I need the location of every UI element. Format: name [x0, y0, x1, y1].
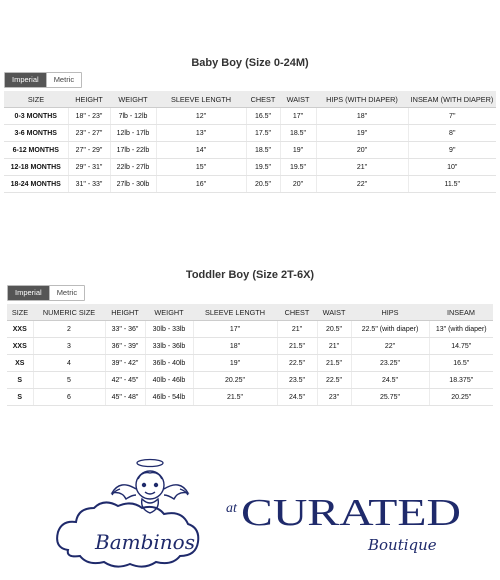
- table-cell: 33" - 36": [105, 321, 145, 338]
- table-cell: 25.75": [351, 389, 429, 406]
- baby-column-header: HIPS (WITH DIAPER): [316, 91, 408, 108]
- toddler-section-title: Toddler Boy (Size 2T-6X): [185, 269, 315, 281]
- table-cell: 22": [351, 338, 429, 355]
- table-cell: 19": [280, 142, 316, 159]
- size-cell: S: [7, 372, 33, 389]
- table-cell: 15": [156, 159, 246, 176]
- toddler-imperial-tab[interactable]: Imperial: [8, 286, 49, 300]
- table-row: [4, 125, 496, 142]
- logo-at-text: at: [226, 501, 237, 516]
- table-cell: 18": [193, 338, 277, 355]
- logo-curated-text: CURATED: [241, 492, 461, 534]
- table-cell: 18" - 23": [68, 108, 110, 125]
- table-cell: 18.5": [246, 142, 280, 159]
- table-cell: 16": [156, 176, 246, 193]
- table-row: [7, 355, 493, 372]
- table-cell: 22.5": [317, 372, 351, 389]
- brand-logo-graphic: [50, 455, 470, 575]
- toddler-column-header: SIZE: [7, 304, 33, 321]
- table-cell: 11.5": [408, 176, 496, 193]
- table-cell: 22.5": [277, 355, 317, 372]
- toddler-unit-toggle: [7, 285, 85, 301]
- table-cell: 36lb - 40lb: [145, 355, 193, 372]
- table-cell: 7lb - 12lb: [110, 108, 156, 125]
- toddler-column-header: HEIGHT: [105, 304, 145, 321]
- table-cell: 17": [280, 108, 316, 125]
- table-cell: 21.5": [193, 389, 277, 406]
- table-row: [7, 389, 493, 406]
- table-cell: 22lb - 27lb: [110, 159, 156, 176]
- table-cell: 20": [280, 176, 316, 193]
- table-row: [4, 108, 496, 125]
- size-cell: XXS: [7, 321, 33, 338]
- table-cell: 21": [317, 338, 351, 355]
- table-cell: 16.5": [429, 355, 493, 372]
- toddler-size-table: [7, 304, 493, 406]
- table-cell: 21": [277, 321, 317, 338]
- logo-boutique-text: Boutique: [368, 536, 437, 554]
- table-cell: 14": [156, 142, 246, 159]
- table-cell: 42" - 45": [105, 372, 145, 389]
- size-cell: S: [7, 389, 33, 406]
- table-cell: 3: [33, 338, 105, 355]
- baby-size-table: [4, 91, 496, 193]
- table-row: [4, 159, 496, 176]
- table-cell: 33lb - 36lb: [145, 338, 193, 355]
- table-cell: 46lb - 54lb: [145, 389, 193, 406]
- table-cell: 23": [317, 389, 351, 406]
- table-cell: 4: [33, 355, 105, 372]
- table-cell: 18": [316, 108, 408, 125]
- size-cell: XXS: [7, 338, 33, 355]
- table-cell: 19": [193, 355, 277, 372]
- baby-column-header: WEIGHT: [110, 91, 156, 108]
- table-cell: 16.5": [246, 108, 280, 125]
- table-row: [7, 372, 493, 389]
- table-cell: 17lb - 22lb: [110, 142, 156, 159]
- brand-name-text: Bambinos: [95, 530, 195, 554]
- table-row: [4, 142, 496, 159]
- baby-column-header: HEIGHT: [68, 91, 110, 108]
- table-cell: 19.5": [246, 159, 280, 176]
- size-cell: 3-6 MONTHS: [4, 125, 68, 142]
- toddler-column-header: SLEEVE LENGTH: [193, 304, 277, 321]
- table-cell: 23" - 27": [68, 125, 110, 142]
- toddler-metric-tab[interactable]: Metric: [49, 286, 84, 300]
- size-cell: 18-24 MONTHS: [4, 176, 68, 193]
- toddler-column-header: NUMERIC SIZE: [33, 304, 105, 321]
- table-cell: 39" - 42": [105, 355, 145, 372]
- table-cell: 30lb - 33lb: [145, 321, 193, 338]
- size-cell: 12-18 MONTHS: [4, 159, 68, 176]
- table-cell: 22": [316, 176, 408, 193]
- toddler-column-header: CHEST: [277, 304, 317, 321]
- table-cell: 8": [408, 125, 496, 142]
- toddler-column-header: WEIGHT: [145, 304, 193, 321]
- table-cell: 21.5": [317, 355, 351, 372]
- table-row: [4, 176, 496, 193]
- table-cell: 21": [316, 159, 408, 176]
- table-cell: 19.5": [280, 159, 316, 176]
- table-cell: 27" - 29": [68, 142, 110, 159]
- halo-icon: [137, 460, 163, 467]
- table-cell: 17": [193, 321, 277, 338]
- baby-section-title: Baby Boy (Size 0-24M): [191, 57, 309, 69]
- baby-column-header: WAIST: [280, 91, 316, 108]
- table-cell: 31" - 33": [68, 176, 110, 193]
- table-cell: 5: [33, 372, 105, 389]
- table-cell: 7": [408, 108, 496, 125]
- table-cell: 14.75": [429, 338, 493, 355]
- table-cell: 13" (with diaper): [429, 321, 493, 338]
- table-cell: 17.5": [246, 125, 280, 142]
- table-cell: 45" - 48": [105, 389, 145, 406]
- toddler-column-header: WAIST: [317, 304, 351, 321]
- table-cell: 20.5": [246, 176, 280, 193]
- table-cell: 19": [316, 125, 408, 142]
- baby-column-header: SLEEVE LENGTH: [156, 91, 246, 108]
- baby-column-header: SIZE: [4, 91, 68, 108]
- table-cell: 29" - 31": [68, 159, 110, 176]
- table-cell: 21.5": [277, 338, 317, 355]
- table-cell: 24.5": [351, 372, 429, 389]
- table-cell: 24.5": [277, 389, 317, 406]
- table-cell: 2: [33, 321, 105, 338]
- table-cell: 20.25": [193, 372, 277, 389]
- toddler-column-header: HIPS: [351, 304, 429, 321]
- toddler-column-header: INSEAM: [429, 304, 493, 321]
- table-cell: 23.5": [277, 372, 317, 389]
- table-cell: 20.25": [429, 389, 493, 406]
- table-cell: 23.25": [351, 355, 429, 372]
- table-cell: 20": [316, 142, 408, 159]
- table-cell: 9": [408, 142, 496, 159]
- table-cell: 36" - 39": [105, 338, 145, 355]
- table-cell: 10": [408, 159, 496, 176]
- table-cell: 40lb - 46lb: [145, 372, 193, 389]
- baby-column-header: INSEAM (WITH DIAPER): [408, 91, 496, 108]
- table-cell: 12lb - 17lb: [110, 125, 156, 142]
- table-row: [7, 338, 493, 355]
- size-cell: 0-3 MONTHS: [4, 108, 68, 125]
- table-cell: 18.5": [280, 125, 316, 142]
- table-cell: 13": [156, 125, 246, 142]
- size-cell: 6-12 MONTHS: [4, 142, 68, 159]
- baby-imperial-tab[interactable]: Imperial: [5, 73, 46, 87]
- table-cell: 22.5" (with diaper): [351, 321, 429, 338]
- table-row: [7, 321, 493, 338]
- baby-column-header: CHEST: [246, 91, 280, 108]
- baby-unit-toggle: [4, 72, 82, 88]
- table-cell: 6: [33, 389, 105, 406]
- table-cell: 20.5": [317, 321, 351, 338]
- table-cell: 12": [156, 108, 246, 125]
- table-cell: 18.375": [429, 372, 493, 389]
- baby-metric-tab[interactable]: Metric: [46, 73, 81, 87]
- brand-logo: [50, 455, 470, 575]
- table-cell: 27lb - 30lb: [110, 176, 156, 193]
- size-cell: XS: [7, 355, 33, 372]
